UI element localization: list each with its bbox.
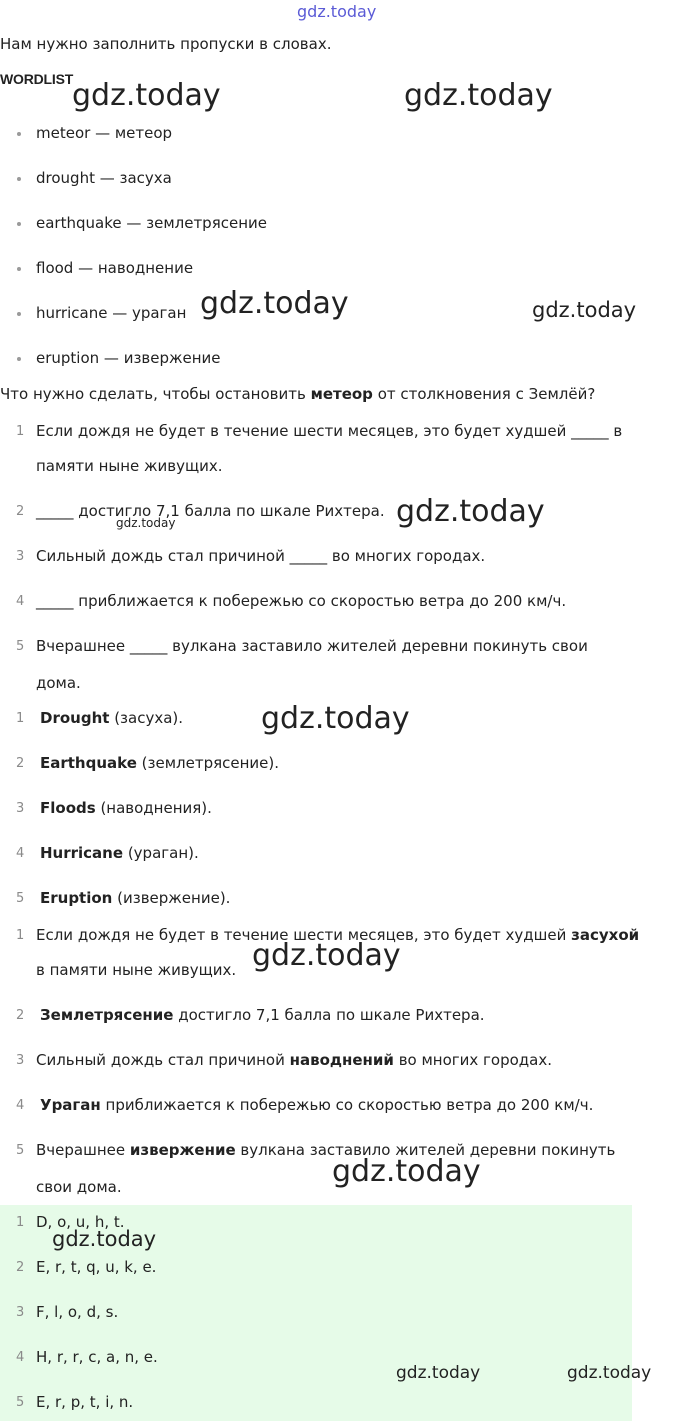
watermark: gdz.today xyxy=(200,286,349,321)
watermark: gdz.today xyxy=(567,1363,652,1383)
exercise-sentence: _____ приближается к побережью со скоростью ветра до 200 км/ч. xyxy=(36,592,567,610)
answer-item: Eruption (извержение). xyxy=(40,889,231,907)
exercise-sentence: Вчерашнее _____ вулкана заставило жителей деревни покинуть свои xyxy=(36,637,588,655)
watermark: gdz.today xyxy=(252,938,401,973)
watermark: gdz.today xyxy=(297,2,377,21)
watermark: gdz.today xyxy=(396,1363,481,1383)
question-text: Что нужно сделать, чтобы остановить метеор от столкновения с Землёй? xyxy=(0,385,596,403)
translation-sentence-cont: в памяти ныне живущих. xyxy=(36,961,237,979)
watermark: gdz.today xyxy=(116,516,176,530)
exercise-sentence-cont: дома. xyxy=(36,674,81,692)
translation-sentence: Ураган приближается к побережью со скоростью ветра до 200 км/ч. xyxy=(40,1096,594,1114)
exercise-sentence: _____ достигло 7,1 балла по шкале Рихтера. xyxy=(36,502,385,520)
watermark: gdz.today xyxy=(332,1154,481,1189)
answer-item: Floods (наводнения). xyxy=(40,799,212,817)
intro-text: Нам нужно заполнить пропуски в словах. xyxy=(0,35,332,53)
translation-sentence-cont: свои дома. xyxy=(36,1178,122,1196)
letters-item: D, o, u, h, t. xyxy=(36,1213,125,1231)
watermark: gdz.today xyxy=(261,701,410,736)
bullet-icon xyxy=(17,177,21,181)
letters-item: E, r, p, t, i, n. xyxy=(36,1393,134,1411)
exercise-sentence: Если дождя не будет в течение шести месяцев, это будет худшей _____ в xyxy=(36,422,623,440)
bullet-icon xyxy=(17,357,21,361)
letters-item: H, r, r, c, a, n, e. xyxy=(36,1348,158,1366)
translation-sentence: Вчерашнее извержение вулкана заставило жителей деревни покинуть xyxy=(36,1141,616,1159)
letters-item: E, r, t, q, u, k, e. xyxy=(36,1258,157,1276)
watermark: gdz.today xyxy=(532,298,637,322)
bullet-icon xyxy=(17,222,21,226)
answer-item: Earthquake (землетрясение). xyxy=(40,754,280,772)
bullet-icon xyxy=(17,312,21,316)
answer-item: Hurricane (ураган). xyxy=(40,844,199,862)
translation-sentence: Землетрясение достигло 7,1 балла по шкале Рихтера. xyxy=(40,1006,485,1024)
watermark: gdz.today xyxy=(396,494,545,529)
bullet-icon xyxy=(17,132,21,136)
translation-sentence: Если дождя не будет в течение шести месяцев, это будет худшей засухой xyxy=(36,926,640,944)
bullet-icon xyxy=(17,267,21,271)
exercise-sentence: Сильный дождь стал причиной _____ во многих городах. xyxy=(36,547,486,565)
wordlist-title: WORDLIST xyxy=(0,71,74,87)
letters-item: F, l, o, d, s. xyxy=(36,1303,119,1321)
answer-item: Drought (засуха). xyxy=(40,709,184,727)
translation-sentence: Сильный дождь стал причиной наводнений во многих городах. xyxy=(36,1051,553,1069)
watermark: gdz.today xyxy=(52,1227,157,1251)
watermark: gdz.today xyxy=(404,78,553,113)
watermark: gdz.today xyxy=(72,78,221,113)
exercise-sentence-cont: памяти ныне живущих. xyxy=(36,457,223,475)
